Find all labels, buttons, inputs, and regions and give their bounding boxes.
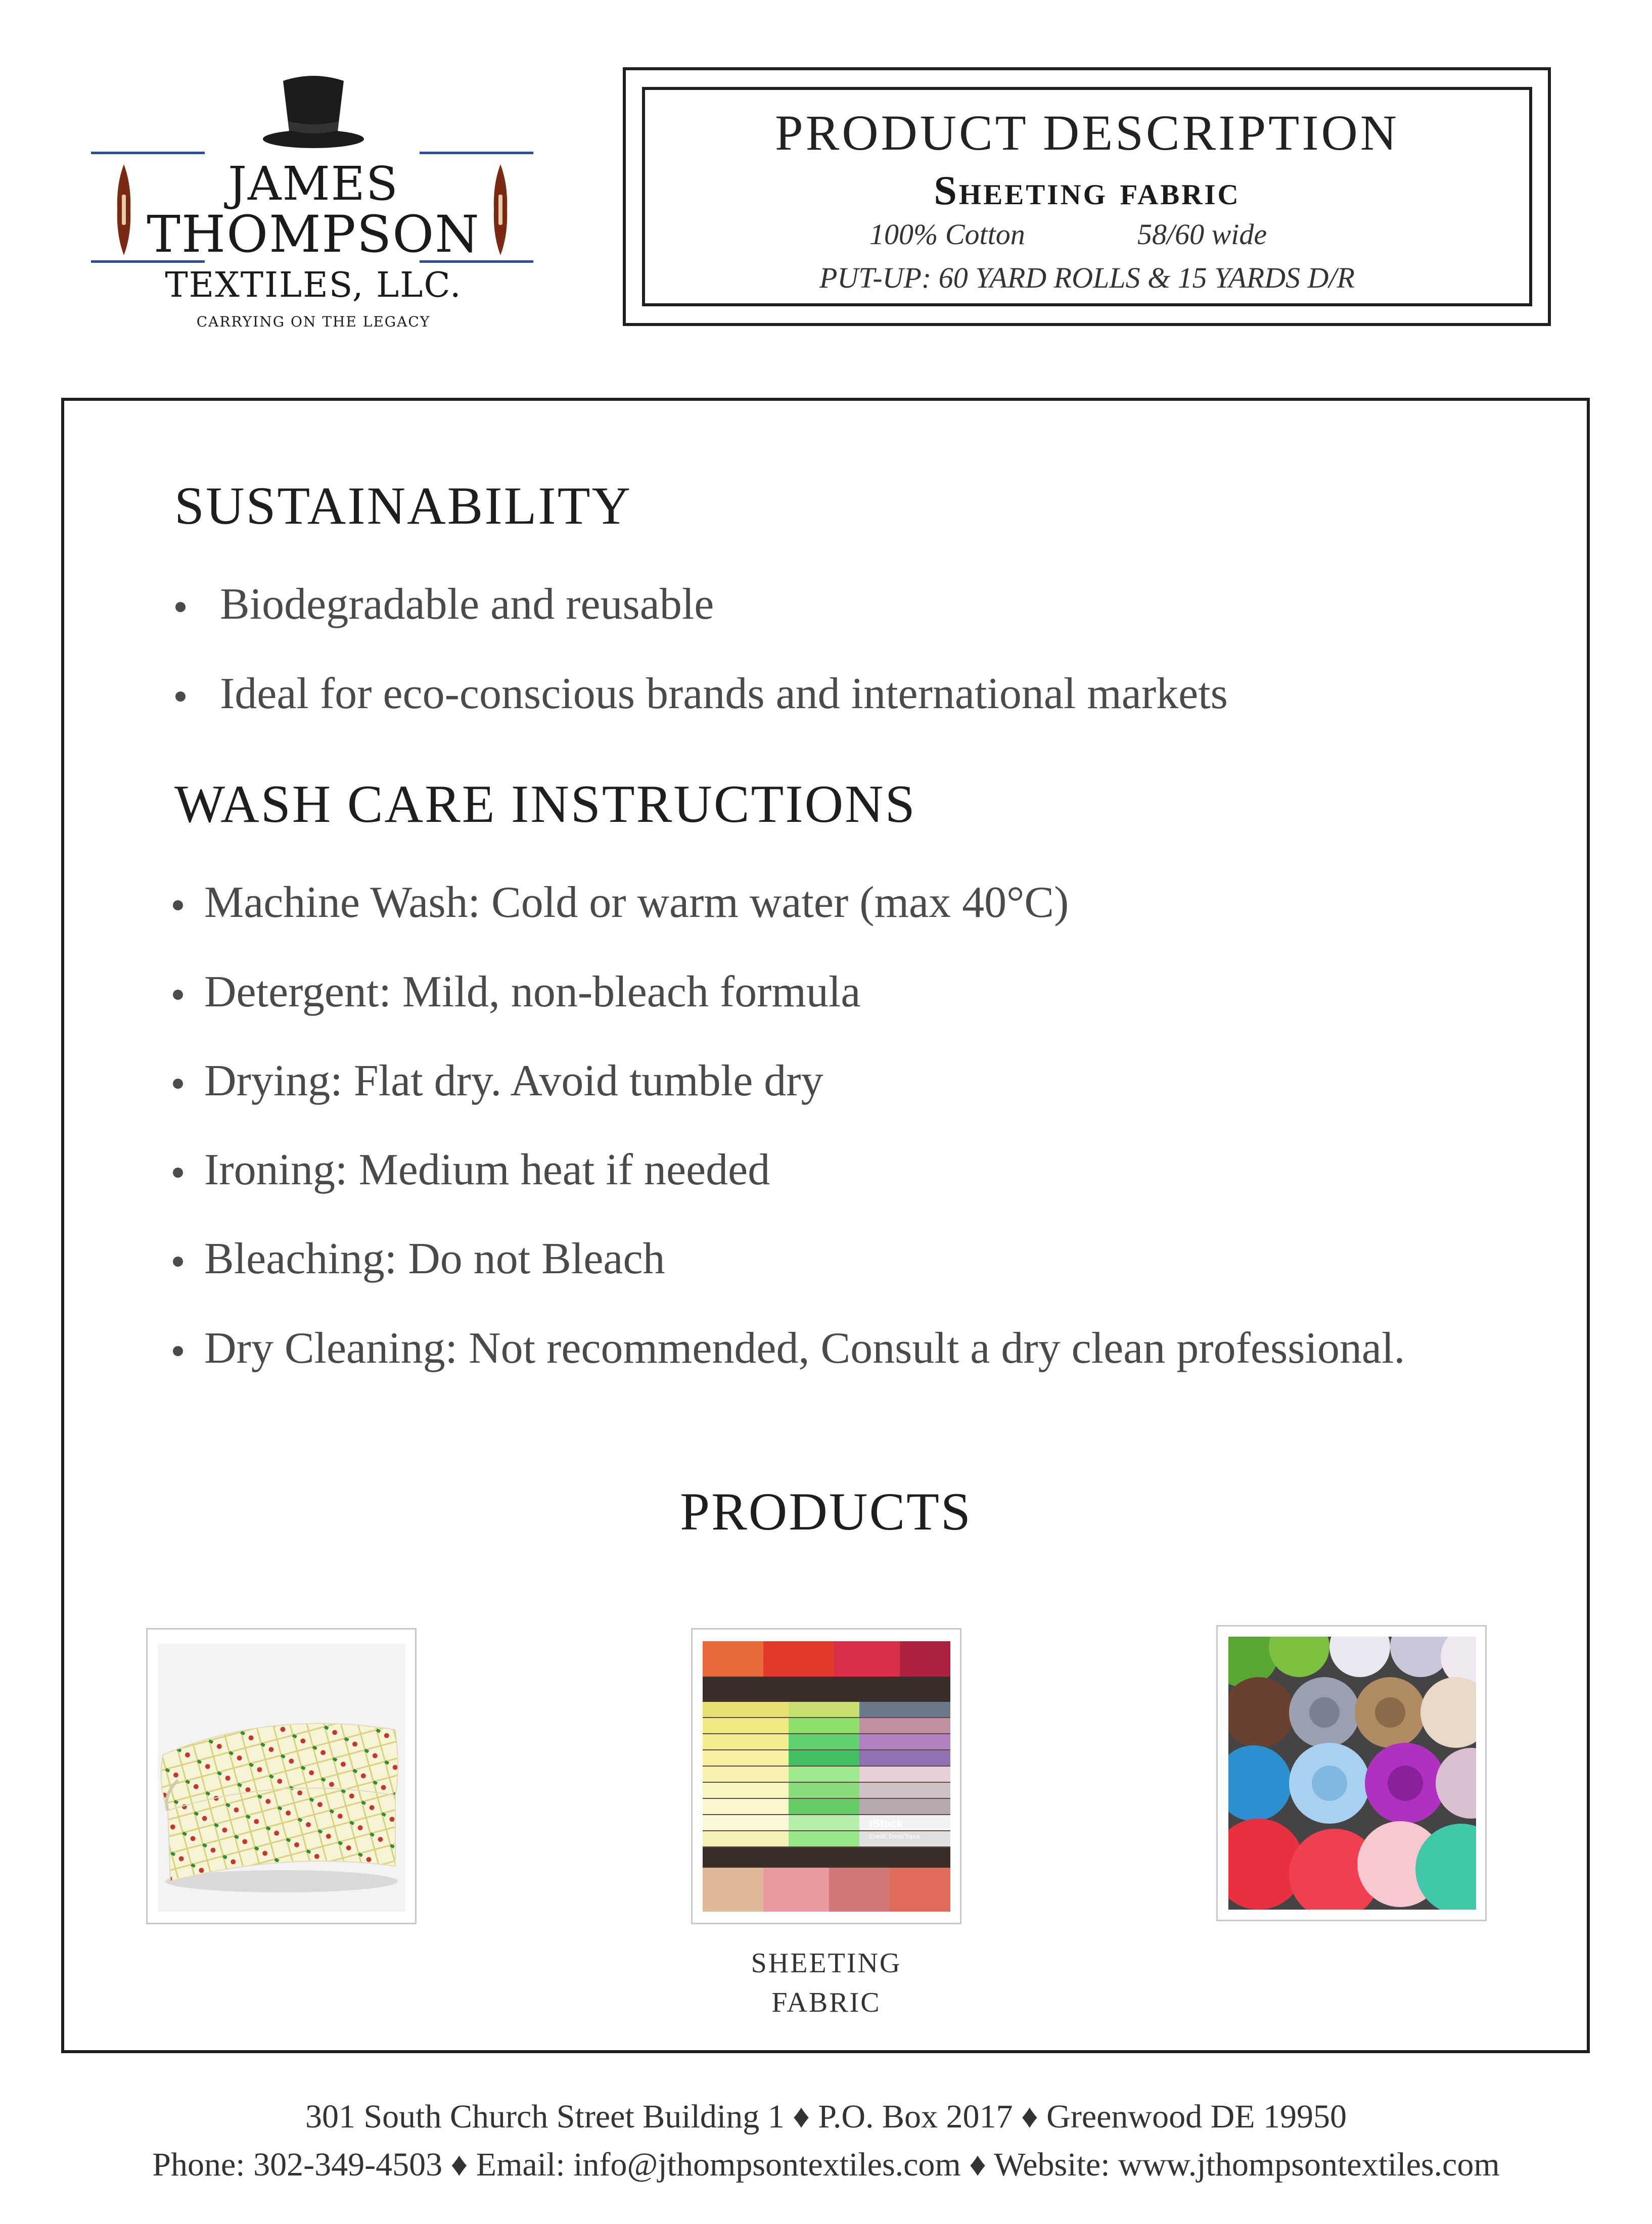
description-title: PRODUCT DESCRIPTION (775, 105, 1399, 161)
composition-spec: 100% Cotton (869, 218, 1025, 251)
list-item: Dry Cleaning: Not recommended, Consult a dry clean professional. (204, 1323, 1405, 1374)
logo-line-textiles: TEXTILES, LLC. (165, 265, 462, 305)
fabric-bolts-shelf-image (703, 1641, 950, 1912)
list-item: Bleaching: Do not Bleach (204, 1233, 665, 1284)
company-logo (86, 71, 541, 344)
sustainability-heading: SUSTAINABILITY (174, 476, 632, 535)
putup-spec: PUT-UP: 60 YARD ROLLS & 15 YARDS D/R (819, 261, 1355, 294)
list-item: Ironing: Medium heat if needed (204, 1144, 770, 1195)
top-hat-icon (260, 71, 366, 152)
logo-rule-top-left (91, 152, 205, 154)
watermark-text: iStock (869, 1817, 903, 1830)
list-item: Machine Wash: Cold or warm water (max 40°C) (204, 877, 1069, 928)
logo-rule-top-right (420, 152, 533, 154)
list-item: Detergent: Mild, non-bleach formula (204, 966, 860, 1017)
footer-contact: Phone: 302-349-4503 ♦ Email: info@jthompsontextiles.com ♦ Website: www.jthompsontextiles.com (152, 2146, 1500, 2183)
list-item: Ideal for eco-conscious brands and international markets (220, 668, 1228, 719)
wash-care-heading: WASH CARE INSTRUCTIONS (174, 774, 916, 833)
watermark-credit: Credit: DenizTopra (869, 1833, 920, 1840)
width-spec: 58/60 wide (1137, 218, 1267, 251)
folded-printed-sheet-image (158, 1644, 405, 1912)
footer-address: 301 South Church Street Building 1 ♦ P.O. Box 2017 ♦ Greenwood DE 19950 (305, 2098, 1347, 2135)
logo-line-james: JAMES (228, 157, 399, 211)
list-item: Drying: Flat dry. Avoid tumble dry (204, 1055, 823, 1106)
logo-tagline: CARRYING ON THE LEGACY (196, 313, 431, 330)
products-heading: PRODUCTS (680, 1482, 972, 1541)
product-name: Sheeting fabric (934, 167, 1241, 213)
logo-line-thompson: THOMPSON (147, 205, 480, 264)
list-item: Biodegradable and reusable (220, 579, 714, 630)
rolled-felt-fabric-image (1228, 1637, 1476, 1910)
product-caption: SHEETING FABRIC (751, 1948, 902, 2018)
